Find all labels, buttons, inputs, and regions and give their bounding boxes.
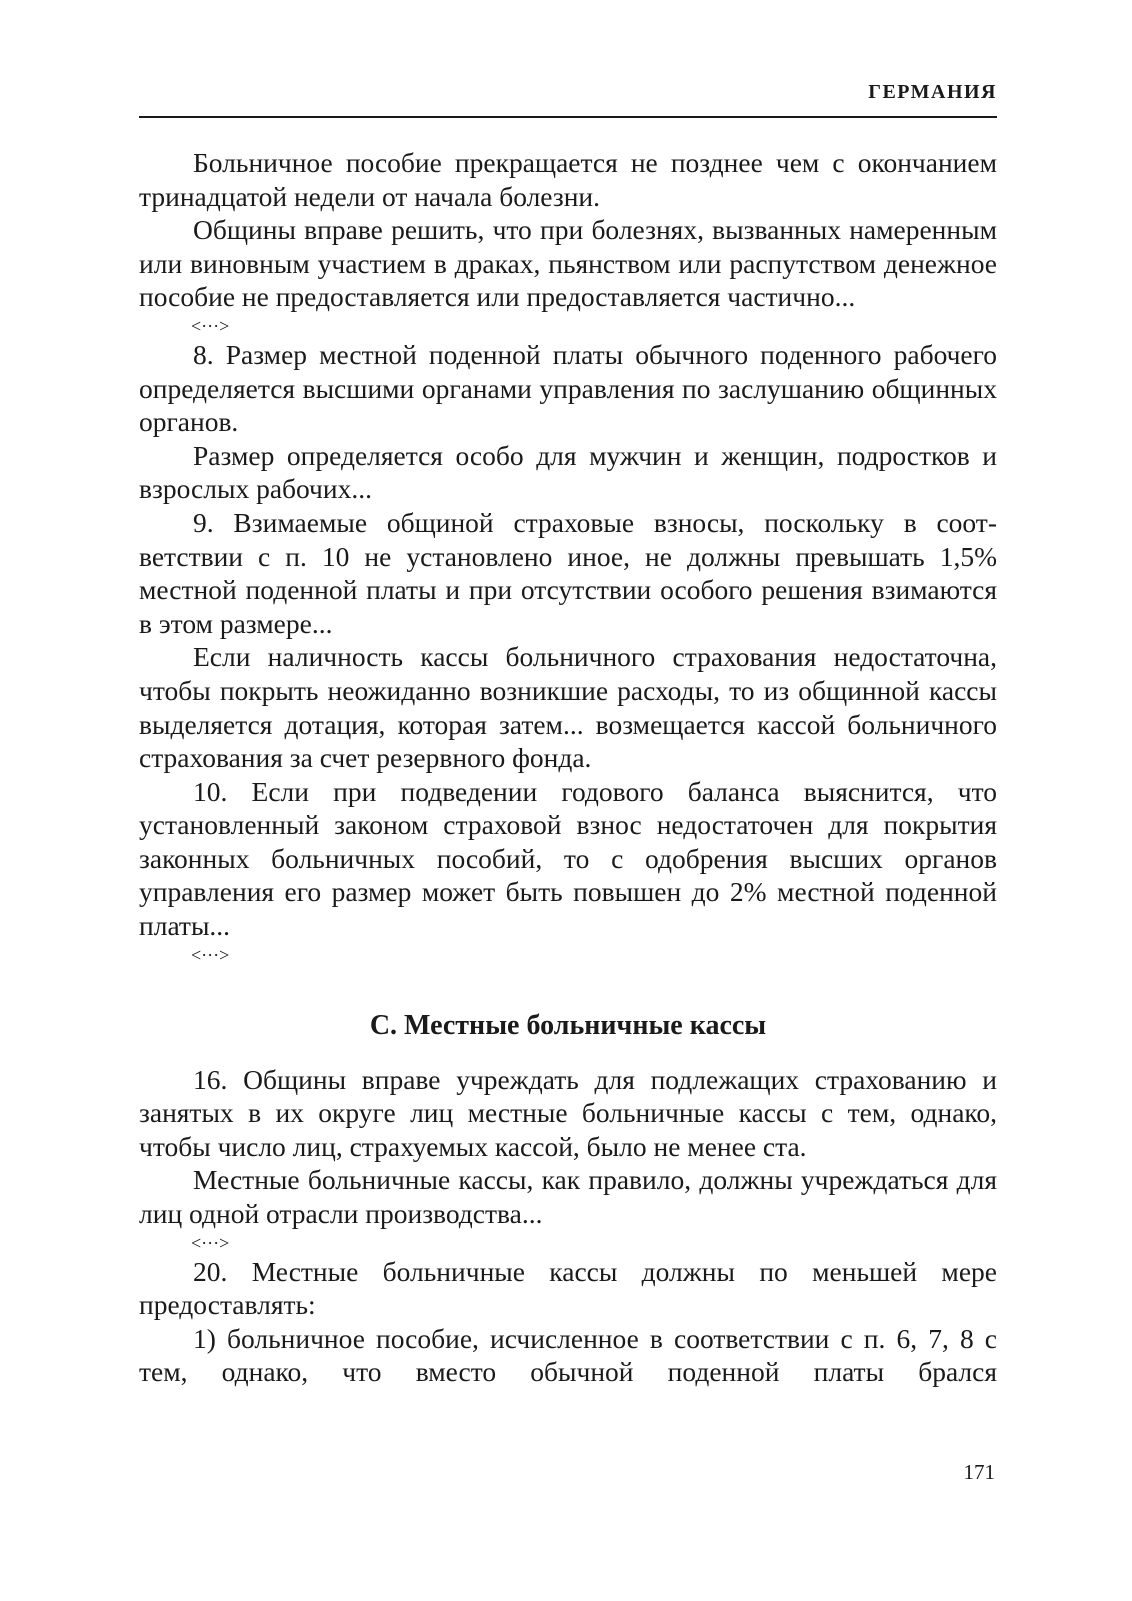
paragraph: 9. Взимаемые общиной страховые взносы, поскольку в соответствии с п. 10 не установлено иное, не должны превышать 1,5% местной поденной платы и при отсутствии особого решения взимаются в этом размере... xyxy=(139,506,997,639)
paragraph: 20. Местные больничные кассы должны по меньшей мере предоставлять: xyxy=(139,1255,997,1321)
omission-mark: <···> xyxy=(191,315,230,336)
paragraph: 10. Если при подведении годового баланса выяснится, что установленный законом страховой взнос недостаточен для покрытия законных больничных пособий, то с одобрения высших органов управления его размер может быть повышен до 2% местной поденной платы... xyxy=(139,775,997,942)
running-head: ГЕРМАНИЯ xyxy=(868,81,997,103)
text-block-2 xyxy=(139,1063,997,1389)
page xyxy=(139,70,997,1389)
omission-mark: <···> xyxy=(191,944,230,965)
paragraph: Если наличность кассы больничного страхования недостаточна, чтобы покрыть неожиданно возникшие расходы, то из общинной кассы выделяется дотация, которая затем... возмещается кассой больничного страхования за счет резервного фонда. xyxy=(139,641,997,774)
section-heading: С. Местные больничные кассы xyxy=(369,1009,767,1041)
text-block-1 xyxy=(139,146,997,967)
omission-mark: <···> xyxy=(191,1232,230,1253)
page-number: 171 xyxy=(963,1460,995,1484)
paragraph: Местные больничные кассы, как правило, должны учреждаться для лиц одной отрасли производства... xyxy=(139,1164,997,1230)
paragraph: Общины вправе решить, что при болезнях, вызванных намеренным или виновным участием в драках, пьянством или распутством денежное пособие не предоставляется или предоставляется частично... xyxy=(139,214,997,313)
body-text xyxy=(139,146,997,1389)
header-rule xyxy=(139,116,997,118)
paragraph: Больничное пособие прекращается не позднее чем с окончанием тринадцатой недели от начала болезни. xyxy=(139,147,997,212)
paragraph: 8. Размер местной поденной платы обычного поденного рабочего определяется высшими органами управления по заслушанию общинных органов. xyxy=(139,338,997,438)
paragraph-continued: 1) больничное пособие, исчисленное в соответствии с п. 6, 7, 8 с тем, однако, что вместо обычной поденной платы брался xyxy=(139,1322,997,1388)
paragraph: Размер определяется особо для мужчин и женщин, подростков и взрослых рабочих... xyxy=(139,439,997,505)
paragraph: 16. Общины вправе учреждать для подлежащих страхованию и занятых в их округе лиц местные больничные кассы с тем, однако, чтобы число лиц, страхуемых кассой, было не менее ста. xyxy=(139,1063,997,1162)
